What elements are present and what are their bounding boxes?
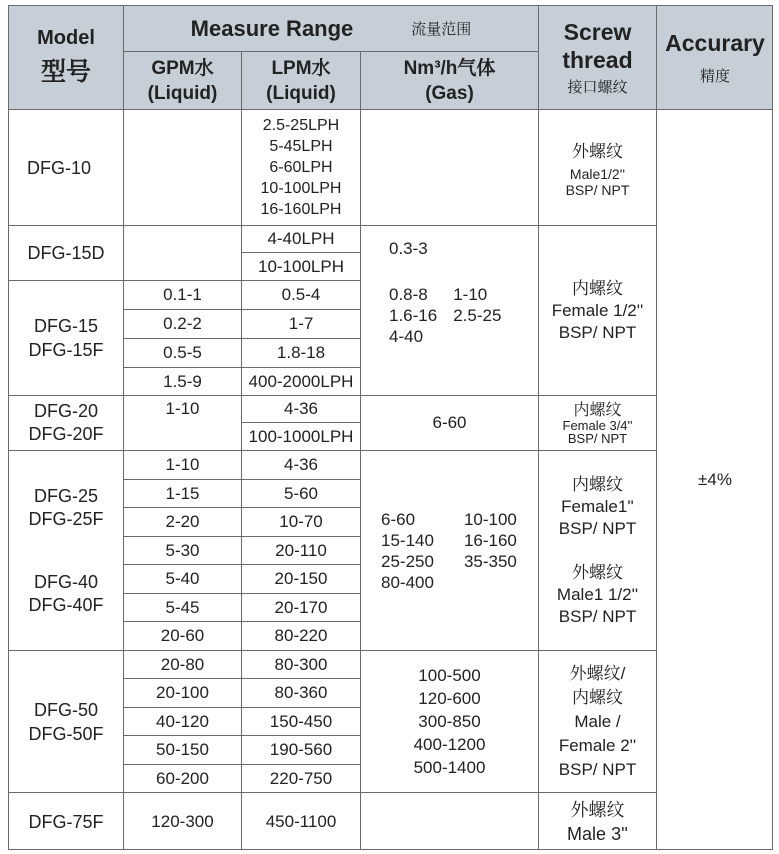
lpm-dfg-25-r7 — [241, 621, 360, 650]
thread-type: Female 1/2'' — [551, 300, 644, 320]
header-model-label: Model — [37, 27, 95, 49]
gpm-value: 1.5-9 — [163, 371, 202, 391]
thread-dfg-50 — [538, 650, 656, 792]
model-name: DFG-15F — [28, 340, 104, 360]
lpm-value: 4-36 — [283, 455, 319, 474]
gpm-dfg-25-r3 — [123, 507, 241, 536]
gas-dfg-25-40 — [360, 450, 538, 650]
model-name: DFG-50 — [33, 699, 98, 720]
lpm-dfg-25-r1 — [241, 450, 360, 479]
thread-type: Female 3/4'' — [562, 417, 633, 433]
lpm-dfg-10 — [241, 109, 360, 225]
lpm-dfg-15d-1 — [241, 225, 360, 252]
gpm-dfg-15-r1 — [123, 280, 241, 309]
spec-table — [8, 5, 773, 850]
gas-value: 80-400 — [381, 572, 434, 592]
header-measure-range — [123, 5, 538, 51]
thread-cn: 内螺纹 — [572, 687, 623, 707]
gpm-dfg-20-r1 — [123, 395, 241, 422]
lpm-value: 5-45LPH — [269, 138, 333, 155]
lpm-value: 100-1000LPH — [248, 426, 354, 446]
header-accuracy-cn: 精度 — [699, 67, 730, 85]
header-gpm — [123, 51, 241, 109]
lpm-value: 10-100LPH — [260, 180, 342, 197]
header-screw-line2: thread — [562, 47, 633, 73]
model-name: DFG-25 — [33, 485, 98, 506]
model-dfg-15d — [8, 225, 123, 280]
gas-value: 10-100 — [463, 509, 517, 529]
accuracy-value-cell — [656, 109, 773, 850]
lpm-dfg-15-r1 — [241, 280, 360, 309]
gpm-dfg-25-r6 — [123, 593, 241, 621]
header-gpm-line2: (Liquid) — [147, 82, 218, 104]
lpm-dfg-20-r1 — [241, 395, 360, 422]
model-dfg-50 — [8, 650, 123, 792]
lpm-value: 2.5-25LPH — [262, 117, 340, 134]
gas-value: 35-350 — [463, 551, 517, 571]
lpm-dfg-25-r2 — [241, 479, 360, 507]
gpm-value: 1-15 — [165, 483, 200, 503]
gpm-dfg-50-r5 — [123, 764, 241, 792]
lpm-value: 1.8-18 — [276, 343, 326, 362]
model-name: DFG-75F — [28, 811, 104, 832]
gpm-dfg-25-r5 — [123, 564, 241, 593]
gpm-value: 5-30 — [165, 540, 200, 560]
table-bottom-border — [8, 849, 773, 850]
lpm-value: 80-360 — [274, 683, 328, 702]
gas-dfg-10 — [360, 109, 538, 225]
header-screw-cn: 接口螺纹 — [567, 79, 628, 96]
thread-standard: BSP/ NPT — [558, 606, 637, 626]
lpm-dfg-25-r4 — [241, 536, 360, 564]
model-name: DFG-20F — [28, 424, 104, 444]
gas-value: 120-600 — [418, 689, 481, 708]
lpm-dfg-15-r3 — [241, 338, 360, 367]
gpm-value: 0.1-1 — [163, 285, 202, 304]
gpm-dfg-25-r4 — [123, 536, 241, 564]
lpm-value: 20-170 — [274, 597, 328, 617]
thread-standard: BSP/ NPT — [558, 759, 637, 779]
lpm-value: 20-150 — [274, 569, 328, 588]
header-lpm — [241, 51, 360, 109]
gpm-dfg-10 — [123, 109, 241, 225]
thread-dfg-25-40 — [538, 450, 656, 650]
thread-cn: 外螺纹 — [572, 562, 623, 582]
gas-value: 6-60 — [381, 509, 416, 529]
gas-dfg-20 — [360, 395, 538, 450]
gpm-value: 1-10 — [165, 455, 200, 474]
gas-value: 1-10 — [453, 285, 488, 304]
gas-value: 15-140 — [381, 530, 434, 550]
gas-value: 2.5-25 — [453, 306, 502, 325]
lpm-value: 400-2000LPH — [248, 371, 354, 391]
thread-standard: BSP/ NPT — [558, 518, 637, 538]
gas-dfg-15 — [360, 225, 538, 395]
gpm-dfg-25-r1 — [123, 450, 241, 479]
header-gas-line2: (Gas) — [425, 82, 474, 104]
gpm-value: 1-10 — [165, 399, 200, 418]
header-screw-thread — [538, 5, 656, 109]
gas-range-grid — [389, 284, 501, 347]
gas-value: 500-1400 — [413, 758, 486, 777]
lpm-value: 16-160LPH — [260, 201, 342, 218]
gpm-value: 120-300 — [151, 811, 214, 831]
thread-type: Male 3'' — [567, 823, 628, 844]
header-gas-line1: Nm³/h气体 — [403, 57, 496, 79]
thread-dfg-75f — [538, 792, 656, 850]
lpm-dfg-25-r6 — [241, 593, 360, 621]
thread-cn: 外螺纹 — [571, 142, 623, 161]
thread-type: Female1'' — [561, 496, 634, 516]
gas-value: 4-40 — [389, 327, 424, 346]
gpm-dfg-50-r2 — [123, 678, 241, 707]
model-dfg-15 — [8, 280, 123, 395]
accuracy-value: ±4% — [698, 470, 732, 489]
thread-cn: 内螺纹 — [573, 401, 622, 419]
model-name: DFG-10 — [27, 157, 92, 178]
gpm-value: 5-45 — [165, 597, 200, 617]
gpm-value: 20-100 — [156, 683, 209, 702]
lpm-dfg-25-r3 — [241, 507, 360, 536]
gpm-dfg-15-r4 — [123, 367, 241, 395]
header-gpm-line1: GPM水 — [151, 57, 214, 79]
thread-type: Male1/2'' — [569, 166, 626, 182]
gas-value: 1.6-16 — [389, 306, 438, 325]
model-name: DFG-15 — [33, 316, 98, 336]
gas-value: 16-160 — [463, 530, 517, 550]
header-gas — [360, 51, 538, 109]
lpm-value: 4-36 — [283, 399, 319, 418]
header-accuracy-label: Accurary — [665, 29, 765, 56]
lpm-value: 4-40LPH — [267, 229, 335, 248]
model-dfg-10 — [8, 109, 123, 225]
gpm-value: 50-150 — [156, 740, 209, 759]
model-name: DFG-20 — [33, 401, 98, 421]
gpm-dfg-20-r2 — [123, 422, 241, 450]
lpm-dfg-15-r4 — [241, 367, 360, 395]
thread-dfg-10 — [538, 109, 656, 225]
gas-value: 100-500 — [418, 666, 481, 685]
lpm-dfg-50-r4 — [241, 735, 360, 764]
gas-value: 300-850 — [418, 712, 481, 731]
lpm-value: 20-110 — [275, 540, 327, 560]
gpm-value: 20-80 — [160, 654, 205, 674]
gpm-dfg-50-r4 — [123, 735, 241, 764]
header-screw-line1: Screw — [563, 19, 632, 45]
header-lpm-line1: LPM水 — [271, 57, 331, 79]
gas-dfg-50 — [360, 650, 538, 792]
gpm-value: 60-200 — [156, 768, 209, 788]
lpm-value: 80-220 — [274, 626, 328, 645]
thread-cn: 外螺纹/ — [569, 663, 626, 683]
thread-standard: BSP/ NPT — [558, 322, 637, 342]
thread-type: Male / — [574, 711, 621, 731]
gpm-value: 2-20 — [165, 512, 200, 531]
lpm-value: 80-300 — [274, 654, 328, 674]
gpm-dfg-15-r3 — [123, 338, 241, 367]
lpm-value: 10-70 — [279, 512, 323, 531]
lpm-value: 6-60LPH — [269, 159, 333, 176]
thread-cn: 外螺纹 — [570, 799, 625, 820]
gpm-dfg-50-r1 — [123, 650, 241, 678]
lpm-dfg-20-r2 — [241, 422, 360, 450]
header-model — [8, 5, 123, 109]
thread-type: Male1 1/2'' — [556, 584, 639, 604]
model-name: DFG-40F — [28, 594, 104, 615]
gas-value: 0.8-8 — [389, 285, 428, 304]
gpm-dfg-25-r7 — [123, 621, 241, 650]
thread-dfg-20 — [538, 395, 656, 450]
gas-value: 400-1200 — [413, 735, 486, 754]
gpm-dfg-25-r2 — [123, 479, 241, 507]
lpm-dfg-75f — [241, 792, 360, 850]
model-name: DFG-15D — [27, 243, 105, 263]
thread-dfg-15 — [538, 225, 656, 395]
lpm-dfg-15d-2 — [241, 252, 360, 280]
gpm-value: 20-60 — [160, 626, 205, 645]
table-right-border — [772, 5, 773, 850]
lpm-dfg-50-r5 — [241, 764, 360, 792]
lpm-dfg-50-r1 — [241, 650, 360, 678]
lpm-value: 450-1100 — [265, 811, 337, 831]
gpm-dfg-15-r2 — [123, 309, 241, 338]
model-dfg-20 — [8, 395, 123, 450]
gpm-dfg-50-r3 — [123, 707, 241, 735]
model-dfg-75f — [8, 792, 123, 850]
header-lpm-line2: (Liquid) — [266, 82, 336, 104]
thread-standard: BSP/ NPT — [567, 430, 628, 446]
gpm-value: 5-40 — [165, 569, 200, 588]
lpm-value: 150-450 — [269, 711, 333, 731]
header-measure-range-cn: 流量范围 — [411, 21, 472, 38]
gas-value: 0.3-3 — [389, 239, 428, 258]
gpm-dfg-75f — [123, 792, 241, 850]
gas-value: 6-60 — [432, 413, 467, 432]
thread-cn: 内螺纹 — [571, 278, 623, 298]
gpm-value: 0.2-2 — [163, 314, 202, 333]
thread-cn: 内螺纹 — [572, 474, 623, 494]
lpm-value: 190-560 — [269, 740, 333, 759]
lpm-value: 1-7 — [288, 314, 314, 333]
lpm-value: 220-750 — [269, 768, 333, 788]
header-model-cn: 型号 — [40, 58, 91, 86]
gpm-value: 0.5-5 — [163, 343, 202, 362]
gas-value: 25-250 — [381, 551, 434, 571]
lpm-dfg-50-r3 — [241, 707, 360, 735]
model-name: DFG-50F — [28, 723, 104, 744]
gpm-value: 40-120 — [156, 711, 209, 731]
thread-standard: BSP/ NPT — [565, 182, 630, 198]
model-name: DFG-25F — [28, 508, 104, 529]
header-accuracy — [656, 5, 773, 109]
lpm-dfg-15-r2 — [241, 309, 360, 338]
model-name: DFG-40 — [33, 571, 98, 592]
lpm-dfg-50-r2 — [241, 678, 360, 707]
gas-dfg-75f — [360, 792, 538, 850]
header-measure-range-label: Measure Range — [190, 15, 354, 41]
gas-range-grid — [381, 509, 517, 593]
lpm-dfg-25-r5 — [241, 564, 360, 593]
lpm-value: 5-60 — [283, 483, 319, 503]
lpm-value: 0.5-4 — [281, 285, 321, 304]
lpm-value: 10-100LPH — [257, 256, 344, 276]
thread-type: Female 2'' — [558, 735, 637, 755]
model-dfg-25-40 — [8, 450, 123, 650]
gpm-dfg-15d — [123, 225, 241, 280]
